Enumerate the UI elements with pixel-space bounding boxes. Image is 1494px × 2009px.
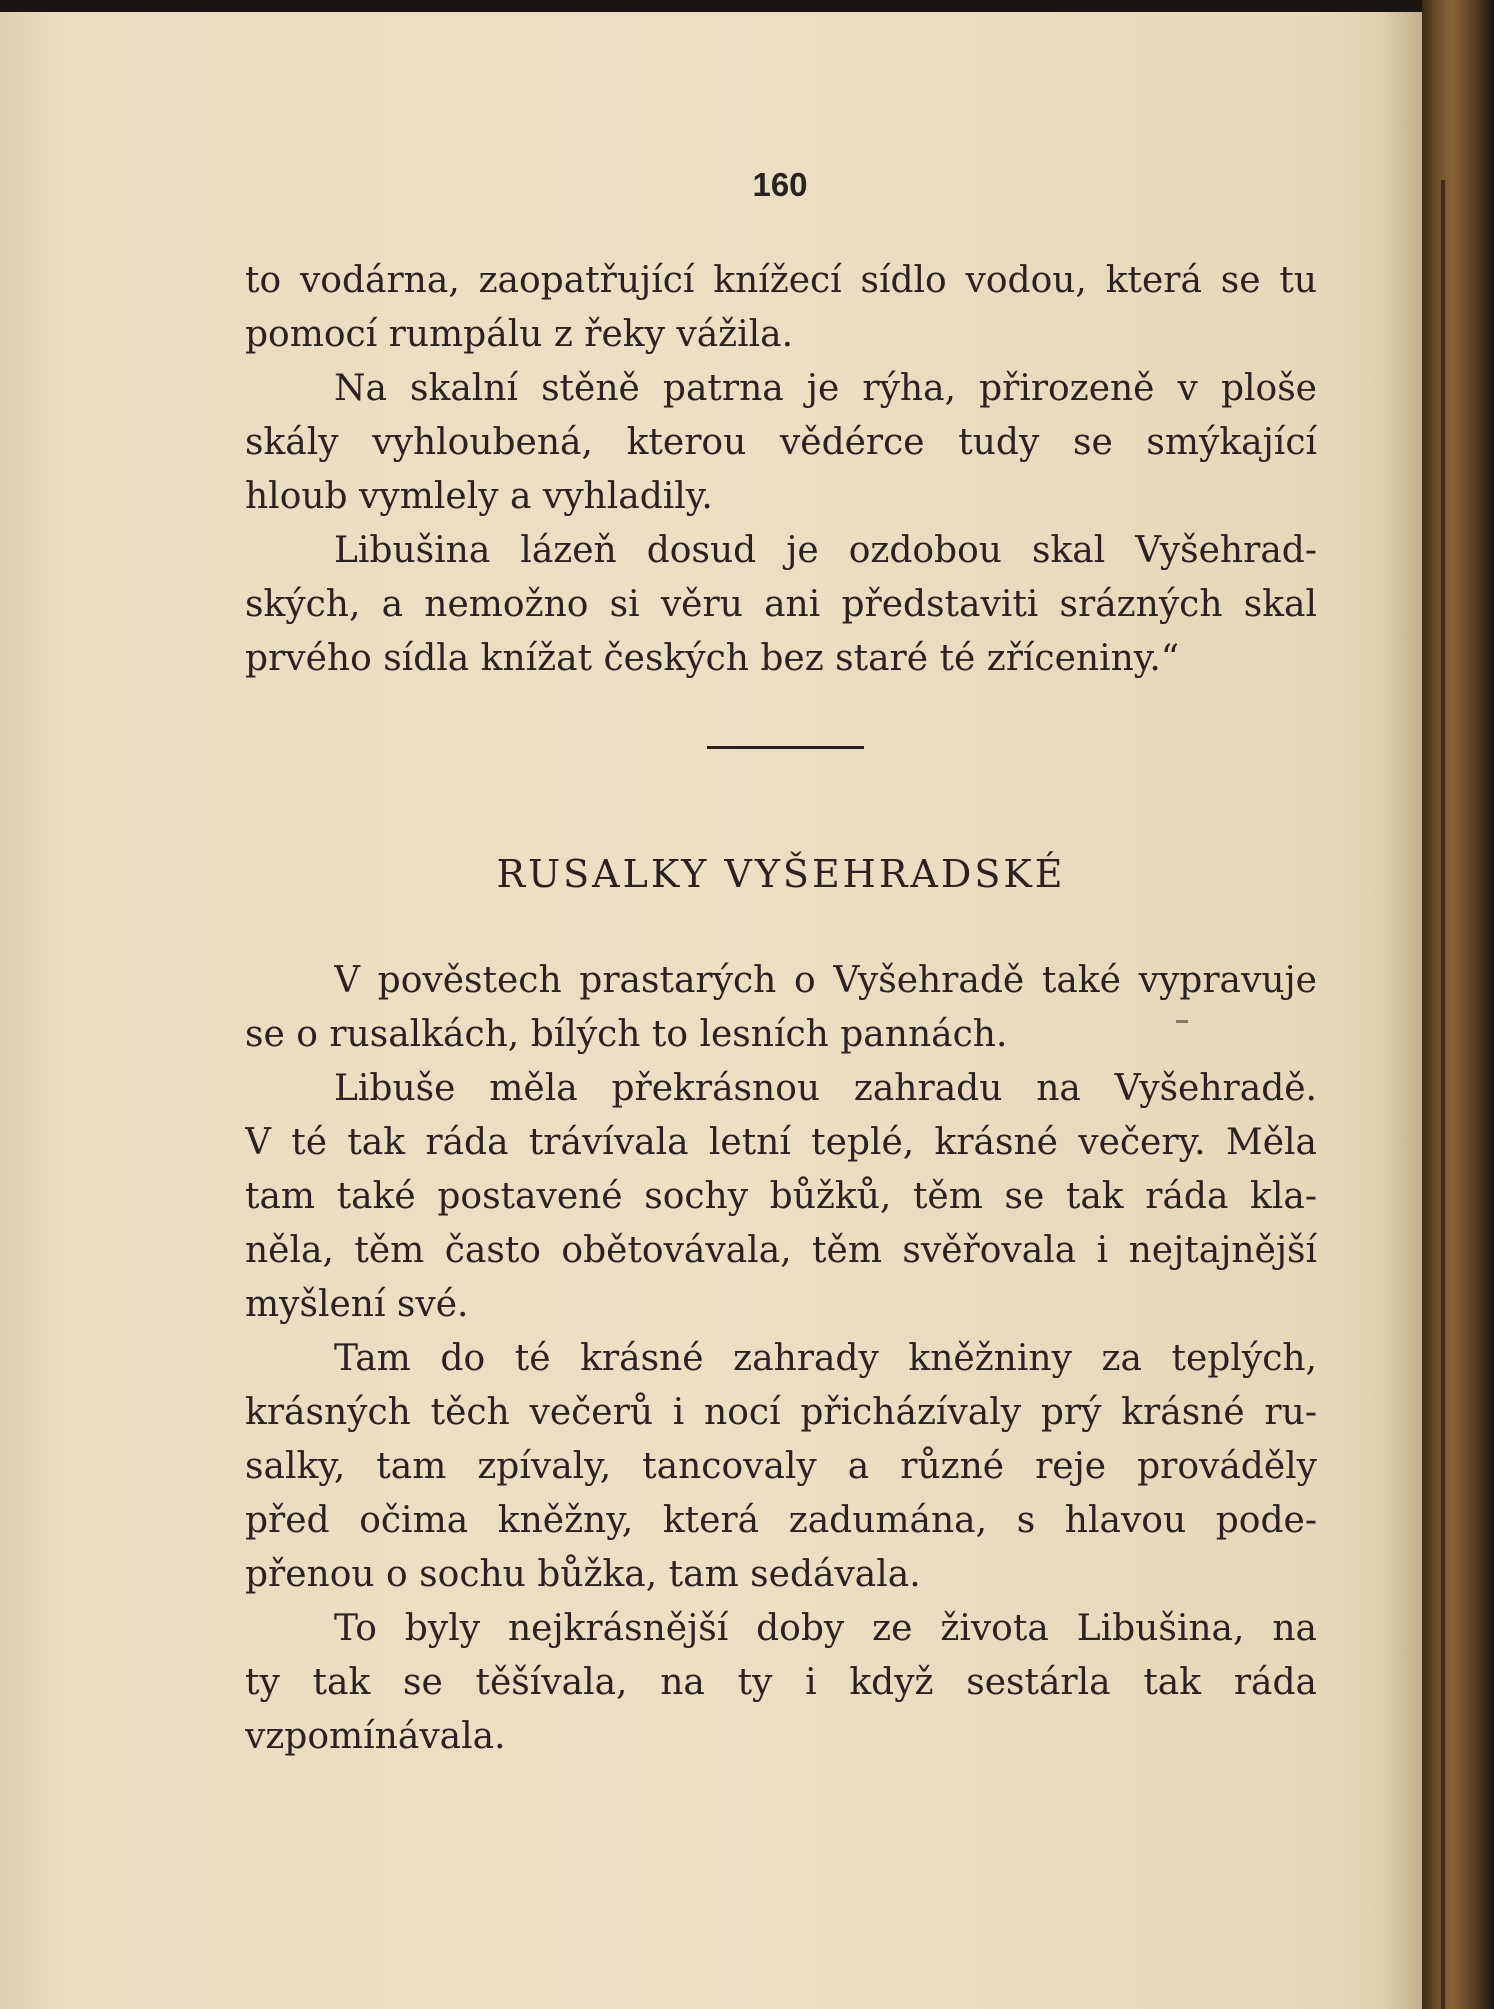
text-line: V pověstech prastarých o Vyšehradě také vypravuje	[334, 960, 1317, 1001]
text-line: přenou o sochu bůžka, tam sedávala.	[245, 1554, 921, 1595]
text-line: ských, a nemožno si věru ani představiti srázných skal	[245, 584, 1317, 625]
text-line: něla, těm často obětovávala, těm svěřovala i nejtajnější	[245, 1230, 1317, 1271]
text-line: Libuše měla překrásnou zahradu na Vyšehradě.	[334, 1068, 1317, 1109]
text-line: Na skalní stěně patrna je rýha, přirozeně v ploše	[334, 368, 1317, 409]
cover-edge-line	[1441, 180, 1445, 2009]
book-cover-edge	[1422, 0, 1494, 2009]
text-line: se o rusalkách, bílých to lesních pannách.	[245, 1014, 1008, 1055]
text-line: před očima kněžny, která zadumána, s hlavou pode-	[245, 1500, 1317, 1541]
text-line: hloub vymlely a vyhladily.	[245, 476, 713, 517]
section-heading: RUSALKY VYŠEHRADSKÉ	[496, 852, 1066, 896]
text-line: myšlení své.	[245, 1284, 469, 1325]
page-number: 160	[752, 166, 808, 203]
page-gutter-shadow	[1382, 12, 1422, 2009]
text-line: ty tak se těšívala, na ty i když sestárla tak ráda	[245, 1662, 1317, 1703]
text-line: To byly nejkrásnější doby ze života Libušina, na	[334, 1608, 1317, 1649]
text-line: prvého sídla knížat českých bez staré té zříceniny.“	[245, 638, 1180, 679]
text-line: Tam do té krásné zahrady kněžniny za teplých,	[334, 1338, 1317, 1379]
text-line: V té tak ráda trávívala letní teplé, krásné večery. Měla	[245, 1122, 1317, 1163]
text-line: vzpomínávala.	[245, 1716, 506, 1757]
text-line: to vodárna, zaopatřující knížecí sídlo vodou, která se tu	[245, 260, 1317, 301]
text-line: Libušina lázeň dosud je ozdobou skal Vyšehrad-	[334, 530, 1317, 571]
text-line: pomocí rumpálu z řeky vážila.	[245, 314, 794, 355]
text-line: krásných těch večerů i nocí přicházívaly prý krásné ru-	[245, 1392, 1317, 1433]
text-line: tam také postavené sochy bůžků, těm se tak ráda kla-	[245, 1176, 1317, 1217]
text-line: skály vyhloubená, kterou vědérce tudy se smýkající	[245, 422, 1317, 463]
section-divider	[707, 746, 864, 749]
text-line: salky, tam zpívaly, tancovaly a různé reje prováděly	[245, 1446, 1317, 1487]
